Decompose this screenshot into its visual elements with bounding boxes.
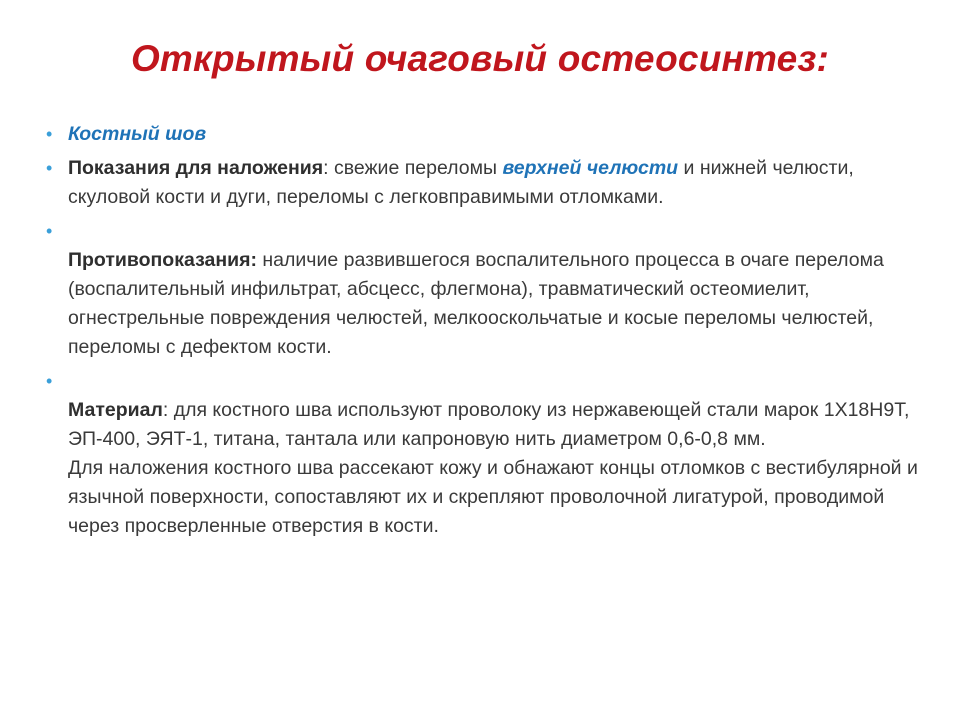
- procedure-text: Для наложения костного шва рассекают кожу и обнажают концы отломков с вестибулярной и язычной поверхности, сопоставляют их и скрепляют проволочной лигатурой, проводимой через просверленные отверстия в кости.: [68, 457, 918, 537]
- bullet-icon: •: [46, 158, 53, 178]
- contraindications-term: Противопоказания:: [68, 249, 257, 271]
- indications-text-after: и нижней челюсти, скуловой кости и дуги, переломы с легковправимыми отломками.: [68, 157, 854, 208]
- bullet-list: [44, 120, 924, 546]
- list-item: [44, 367, 924, 541]
- list-item: [44, 120, 924, 149]
- material-text: : для костного шва используют проволоку из нержавеющей стали марок 1Х18Н9Т, ЭП-400, ЭЯТ-1, титана, тантала или капроновую нить диаметром 0,6-0,8 мм.: [68, 399, 910, 450]
- bone-suture-heading: Костный шов: [68, 123, 207, 145]
- contraindications-text: наличие развившегося воспалительного процесса в очаге перелома (воспалительный инфильтрат, абсцесс, флегмона), травматический остеомиелит, огнестрельные повреждения челюстей, мелкооскольчатые и косые переломы челюстей, переломы с дефектом кости.: [68, 249, 884, 358]
- slide-title: Открытый очаговый остеосинтез:: [130, 38, 830, 79]
- bullet-icon: •: [46, 124, 53, 144]
- list-item: [44, 154, 924, 212]
- bullet-icon: •: [46, 371, 53, 391]
- list-item: [44, 217, 924, 362]
- upper-jaw-link[interactable]: верхней челюсти: [502, 157, 679, 179]
- bullet-icon: •: [46, 221, 53, 241]
- indications-text-before: свежие переломы: [333, 157, 503, 179]
- indications-sep: :: [323, 157, 334, 179]
- empty-line: [68, 367, 924, 396]
- material-term: Материал: [68, 399, 163, 421]
- empty-line: [68, 217, 924, 246]
- indications-term: Показания для наложения: [68, 157, 324, 179]
